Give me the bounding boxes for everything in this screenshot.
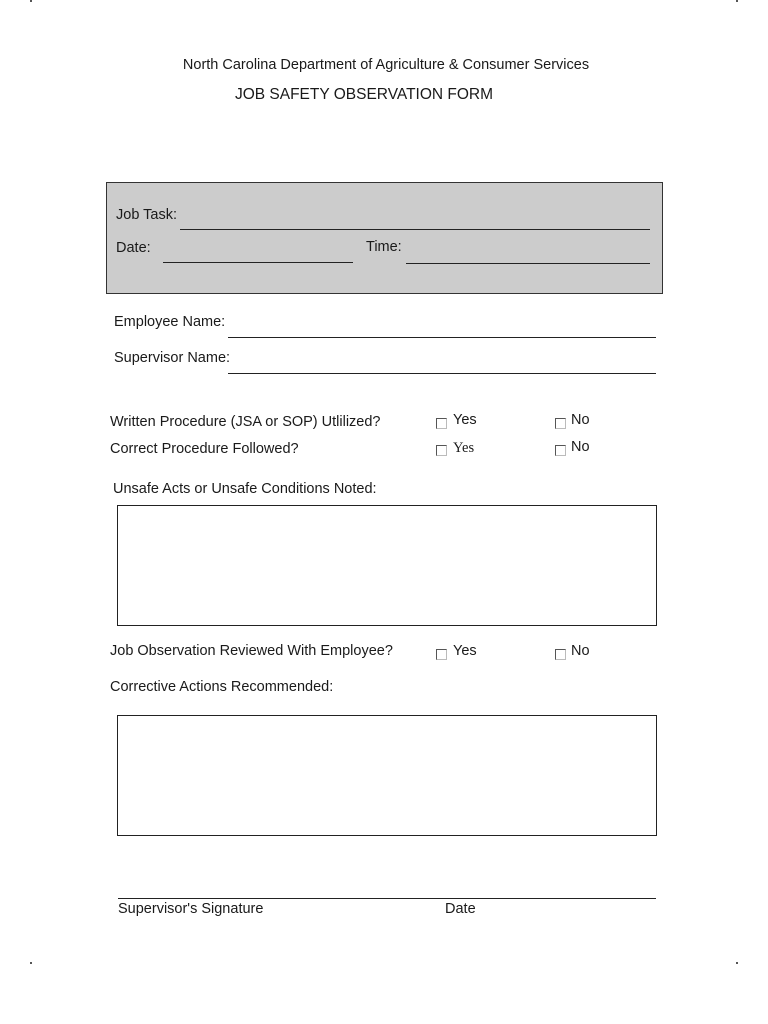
date-label: Date:: [116, 240, 151, 256]
date-field[interactable]: [165, 240, 353, 262]
job-task-label: Job Task:: [116, 207, 177, 223]
corrective-actions-textarea[interactable]: [117, 715, 657, 836]
unsafe-acts-textarea[interactable]: [117, 505, 657, 626]
observation-reviewed-no-label: No: [571, 643, 590, 659]
signature-line[interactable]: [118, 898, 656, 899]
corner-mark-bottom-right: [736, 962, 738, 964]
job-task-field[interactable]: [182, 207, 650, 229]
supervisor-name-underline: [228, 373, 656, 374]
organization-name: North Carolina Department of Agriculture & Consumer Services: [182, 57, 590, 73]
correct-procedure-yes-checkbox[interactable]: [436, 445, 447, 456]
observation-reviewed-no-checkbox[interactable]: [555, 649, 566, 660]
written-procedure-no-label: No: [571, 412, 590, 428]
observation-reviewed-yes-label: Yes: [453, 643, 477, 659]
corner-mark-top-right: [736, 0, 738, 2]
correct-procedure-question: Correct Procedure Followed?: [110, 441, 299, 457]
supervisor-signature-label: Supervisor's Signature: [118, 901, 264, 917]
job-info-panel: [106, 182, 663, 294]
time-field[interactable]: [408, 241, 650, 263]
correct-procedure-no-label: No: [571, 439, 590, 455]
correct-procedure-yes-label: Yes: [453, 440, 475, 456]
written-procedure-question: Written Procedure (JSA or SOP) Utlilized?: [110, 414, 381, 430]
correct-procedure-no-checkbox[interactable]: [555, 445, 566, 456]
signature-date-label: Date: [445, 901, 476, 917]
written-procedure-yes-checkbox[interactable]: [436, 418, 447, 429]
observation-reviewed-yes-checkbox[interactable]: [436, 649, 447, 660]
form-title: JOB SAFETY OBSERVATION FORM: [234, 86, 494, 103]
corner-mark-top-left: [30, 0, 32, 2]
employee-name-label: Employee Name:: [114, 314, 226, 330]
observation-reviewed-question: Job Observation Reviewed With Employee?: [110, 643, 393, 659]
employee-name-field[interactable]: [230, 315, 656, 337]
written-procedure-yes-label: Yes: [453, 412, 477, 428]
time-label: Time:: [366, 239, 402, 255]
employee-name-underline: [228, 337, 656, 338]
unsafe-acts-label: Unsafe Acts or Unsafe Conditions Noted:: [113, 481, 377, 497]
job-task-underline: [180, 229, 650, 230]
date-underline: [163, 262, 353, 263]
time-underline: [406, 263, 650, 264]
supervisor-name-label: Supervisor Name:: [114, 350, 231, 366]
written-procedure-no-checkbox[interactable]: [555, 418, 566, 429]
corrective-actions-label: Corrective Actions Recommended:: [110, 679, 334, 695]
corner-mark-bottom-left: [30, 962, 32, 964]
supervisor-name-field[interactable]: [230, 351, 656, 373]
